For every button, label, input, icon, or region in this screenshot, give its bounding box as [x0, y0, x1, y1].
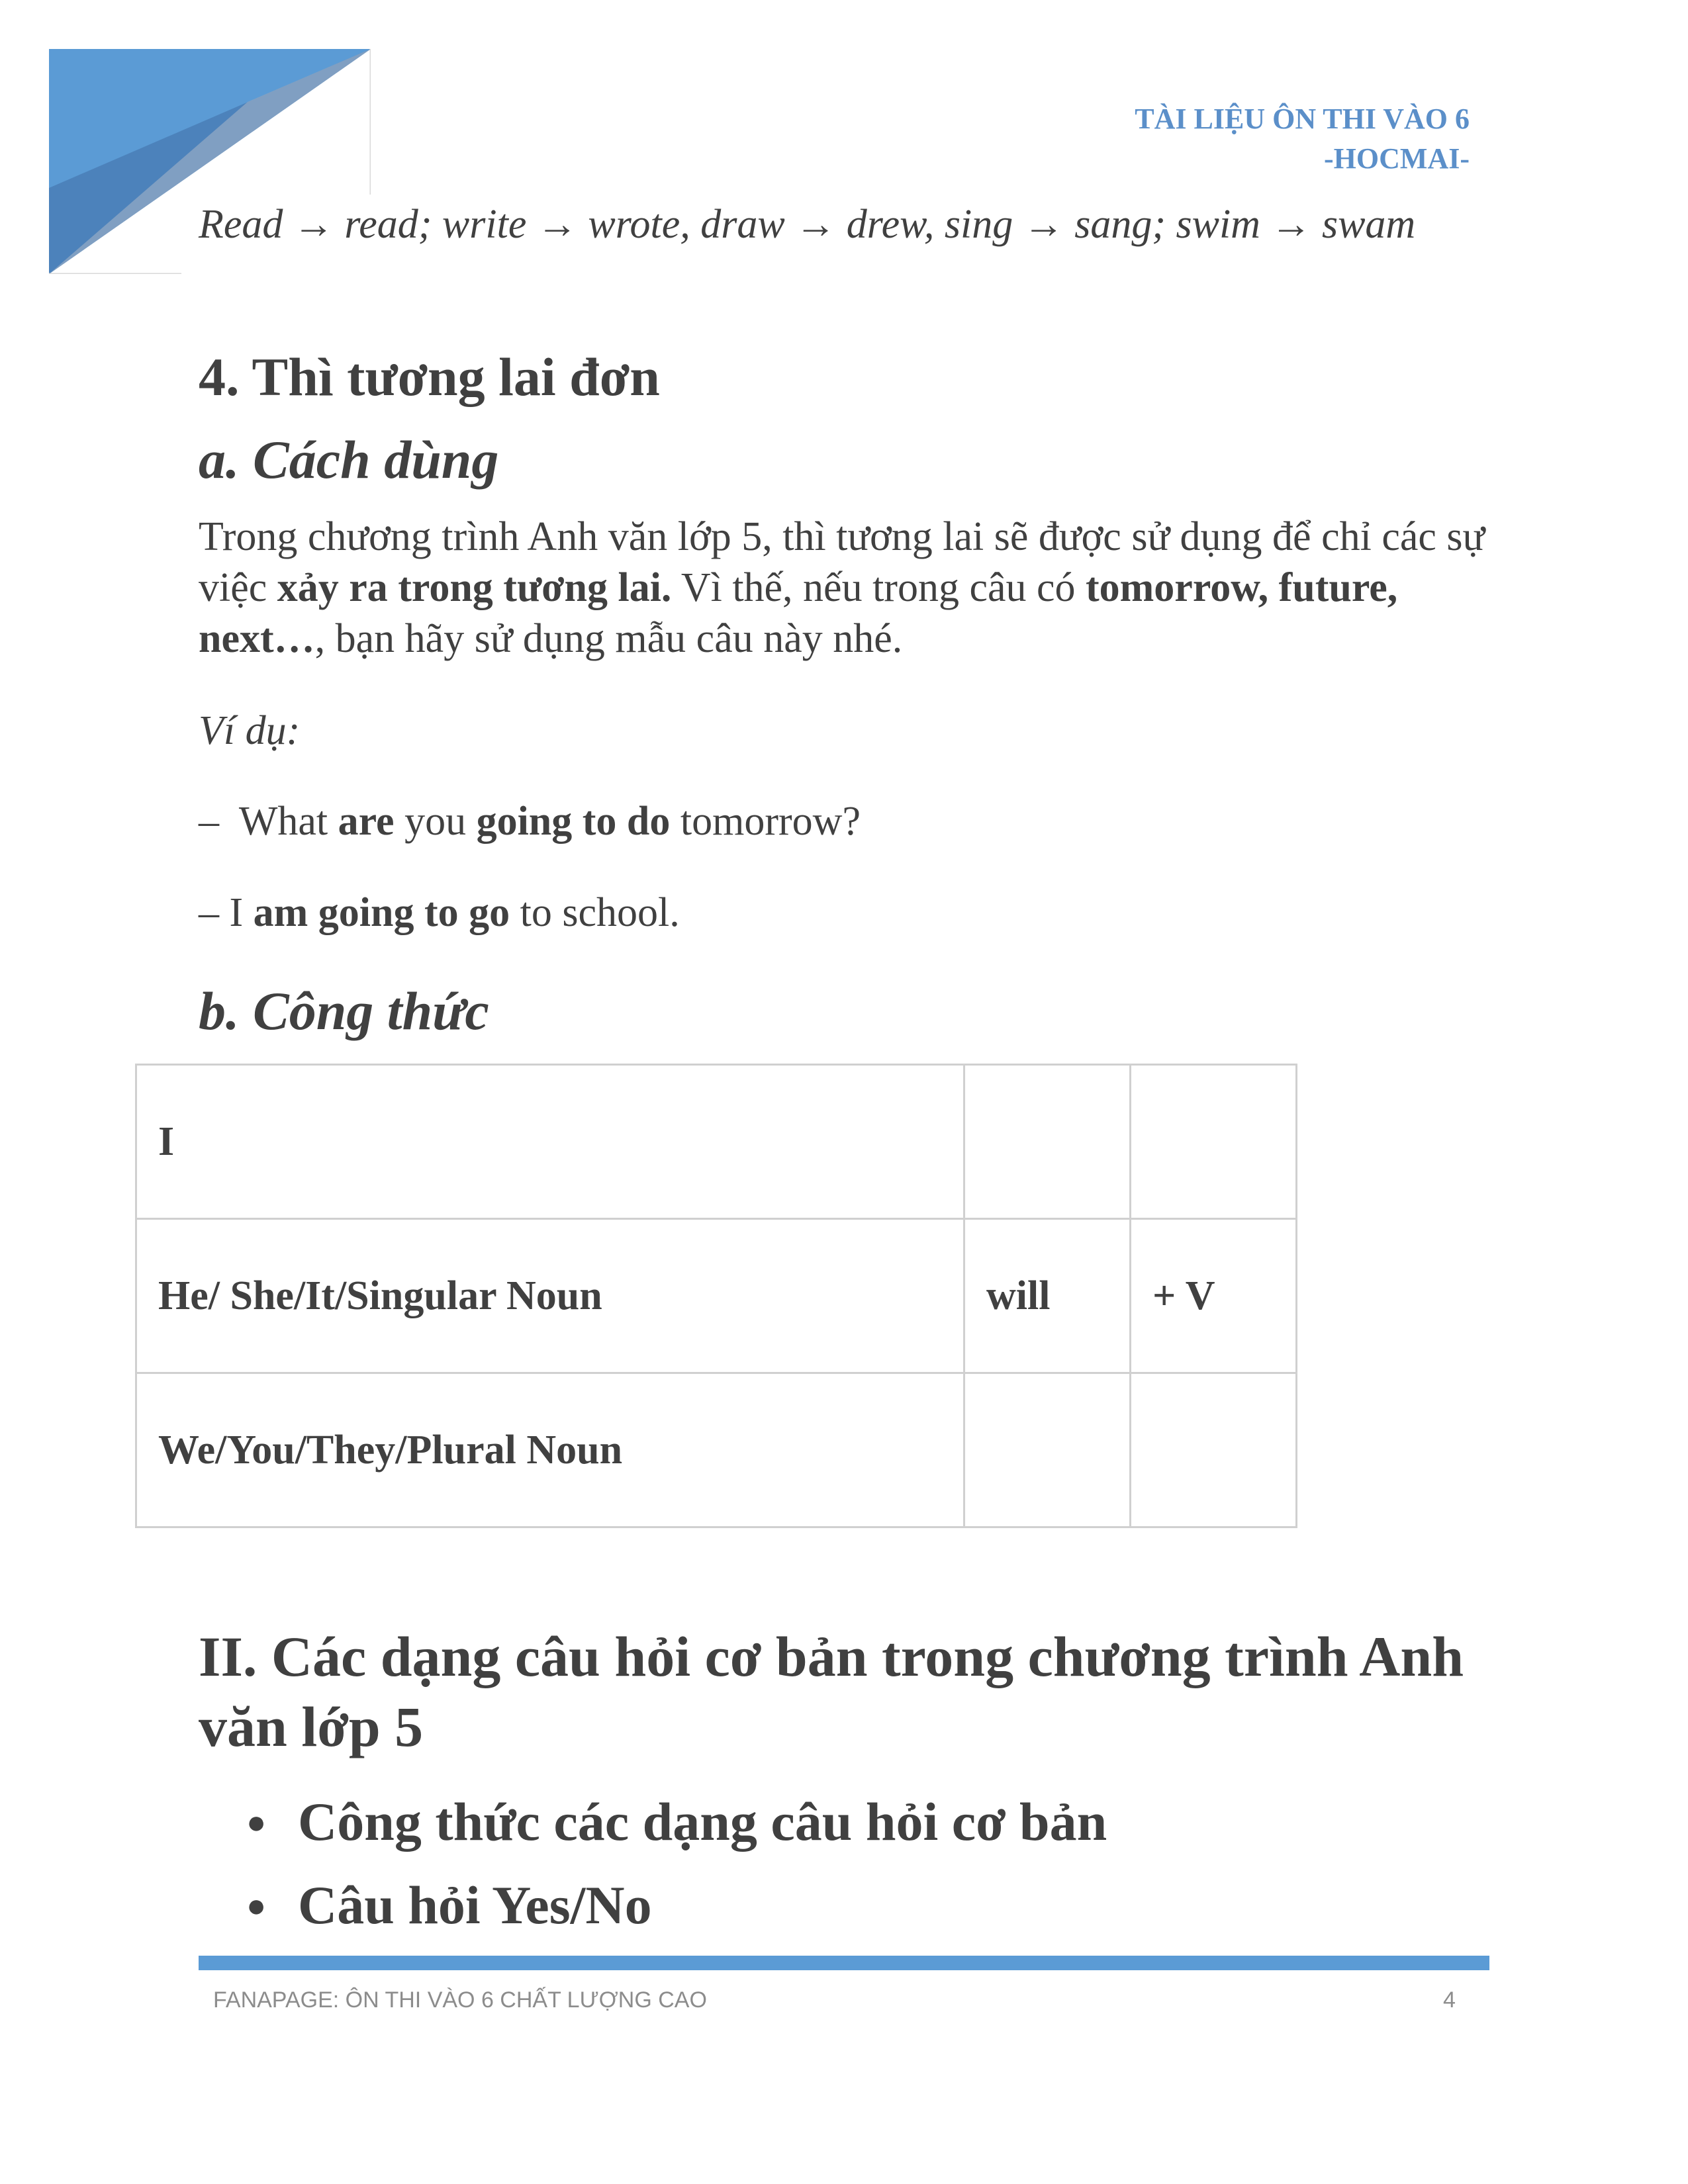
section-heading-question-types: II. Các dạng câu hỏi cơ bản trong chương trình Anh văn lớp 5: [199, 1625, 1464, 1758]
irregular-verbs-line: Read → read; write → wrote, draw → drew, sing → sang; swim → swam: [199, 202, 1416, 247]
ex1-part-2: you: [394, 799, 477, 844]
header-subtitle: -HOCMAI-: [1324, 142, 1470, 175]
table-cell: + V: [1131, 1219, 1297, 1373]
table-cell: [1131, 1373, 1297, 1527]
ex1-bold-2: going to do: [476, 799, 671, 844]
para-text-1: Trong chương trình Anh văn lớp 5, thì tương lai sẽ được sử dụng để chỉ các sự việc: [199, 514, 1485, 610]
table-row: [136, 1219, 1297, 1373]
para-bold-1: xảy ra trong tương lai.: [277, 565, 672, 610]
formula-table: [135, 1064, 1297, 1528]
subheading-formula: b. Công thức: [199, 981, 489, 1041]
example-sentence-1: [199, 796, 1489, 847]
ex2-part-2: to school.: [510, 890, 680, 935]
page-number: 4: [1443, 1987, 1456, 2013]
para-text-2: Vì thế, nếu trong câu có: [671, 565, 1086, 610]
example-sentence-2: [199, 887, 1489, 938]
table-cell: [964, 1065, 1131, 1219]
bullet-text: Câu hỏi Yes/No: [298, 1875, 652, 1935]
usage-paragraph: [199, 512, 1489, 664]
bullet-icon: ●: [246, 1887, 267, 1924]
table-cell: We/You/They/Plural Noun: [136, 1373, 964, 1527]
table-cell: He/ She/It/Singular Noun: [136, 1219, 964, 1373]
table-cell: will: [964, 1219, 1131, 1373]
subheading-usage: a. Cách dùng: [199, 430, 499, 490]
ex1-part-3: tomorrow?: [670, 799, 861, 844]
list-item: [199, 1780, 1107, 1864]
table-cell: [964, 1373, 1131, 1527]
list-item: [199, 1864, 1107, 1947]
para-bold-2: tomorrow, future, next…: [199, 565, 1398, 661]
example-label: Ví dụ:: [199, 708, 301, 753]
page-header: [1135, 99, 1470, 179]
table-cell: [1131, 1065, 1297, 1219]
ex2-part-1: – I: [199, 890, 254, 935]
table-row: [136, 1065, 1297, 1219]
ex2-bold-1: am going to go: [253, 890, 510, 935]
footer-divider: [199, 1956, 1489, 1970]
bullet-list: [199, 1780, 1107, 1947]
header-title: TÀI LIỆU ÔN THI VÀO 6: [1135, 103, 1470, 135]
ex1-bold-1: are: [338, 799, 395, 844]
para-text-3: , bạn hãy sử dụng mẫu câu này nhé.: [314, 616, 903, 661]
footer-text: FANAPAGE: ÔN THI VÀO 6 CHẤT LƯỢNG CAO: [213, 1987, 707, 2013]
ex1-part-1: – What: [199, 799, 338, 844]
bullet-text: Công thức các dạng câu hỏi cơ bản: [298, 1792, 1107, 1852]
section-heading-future-simple: 4. Thì tương lai đơn: [199, 347, 660, 407]
table-row: [136, 1373, 1297, 1527]
table-cell: I: [136, 1065, 964, 1219]
bullet-icon: ●: [246, 1803, 267, 1841]
